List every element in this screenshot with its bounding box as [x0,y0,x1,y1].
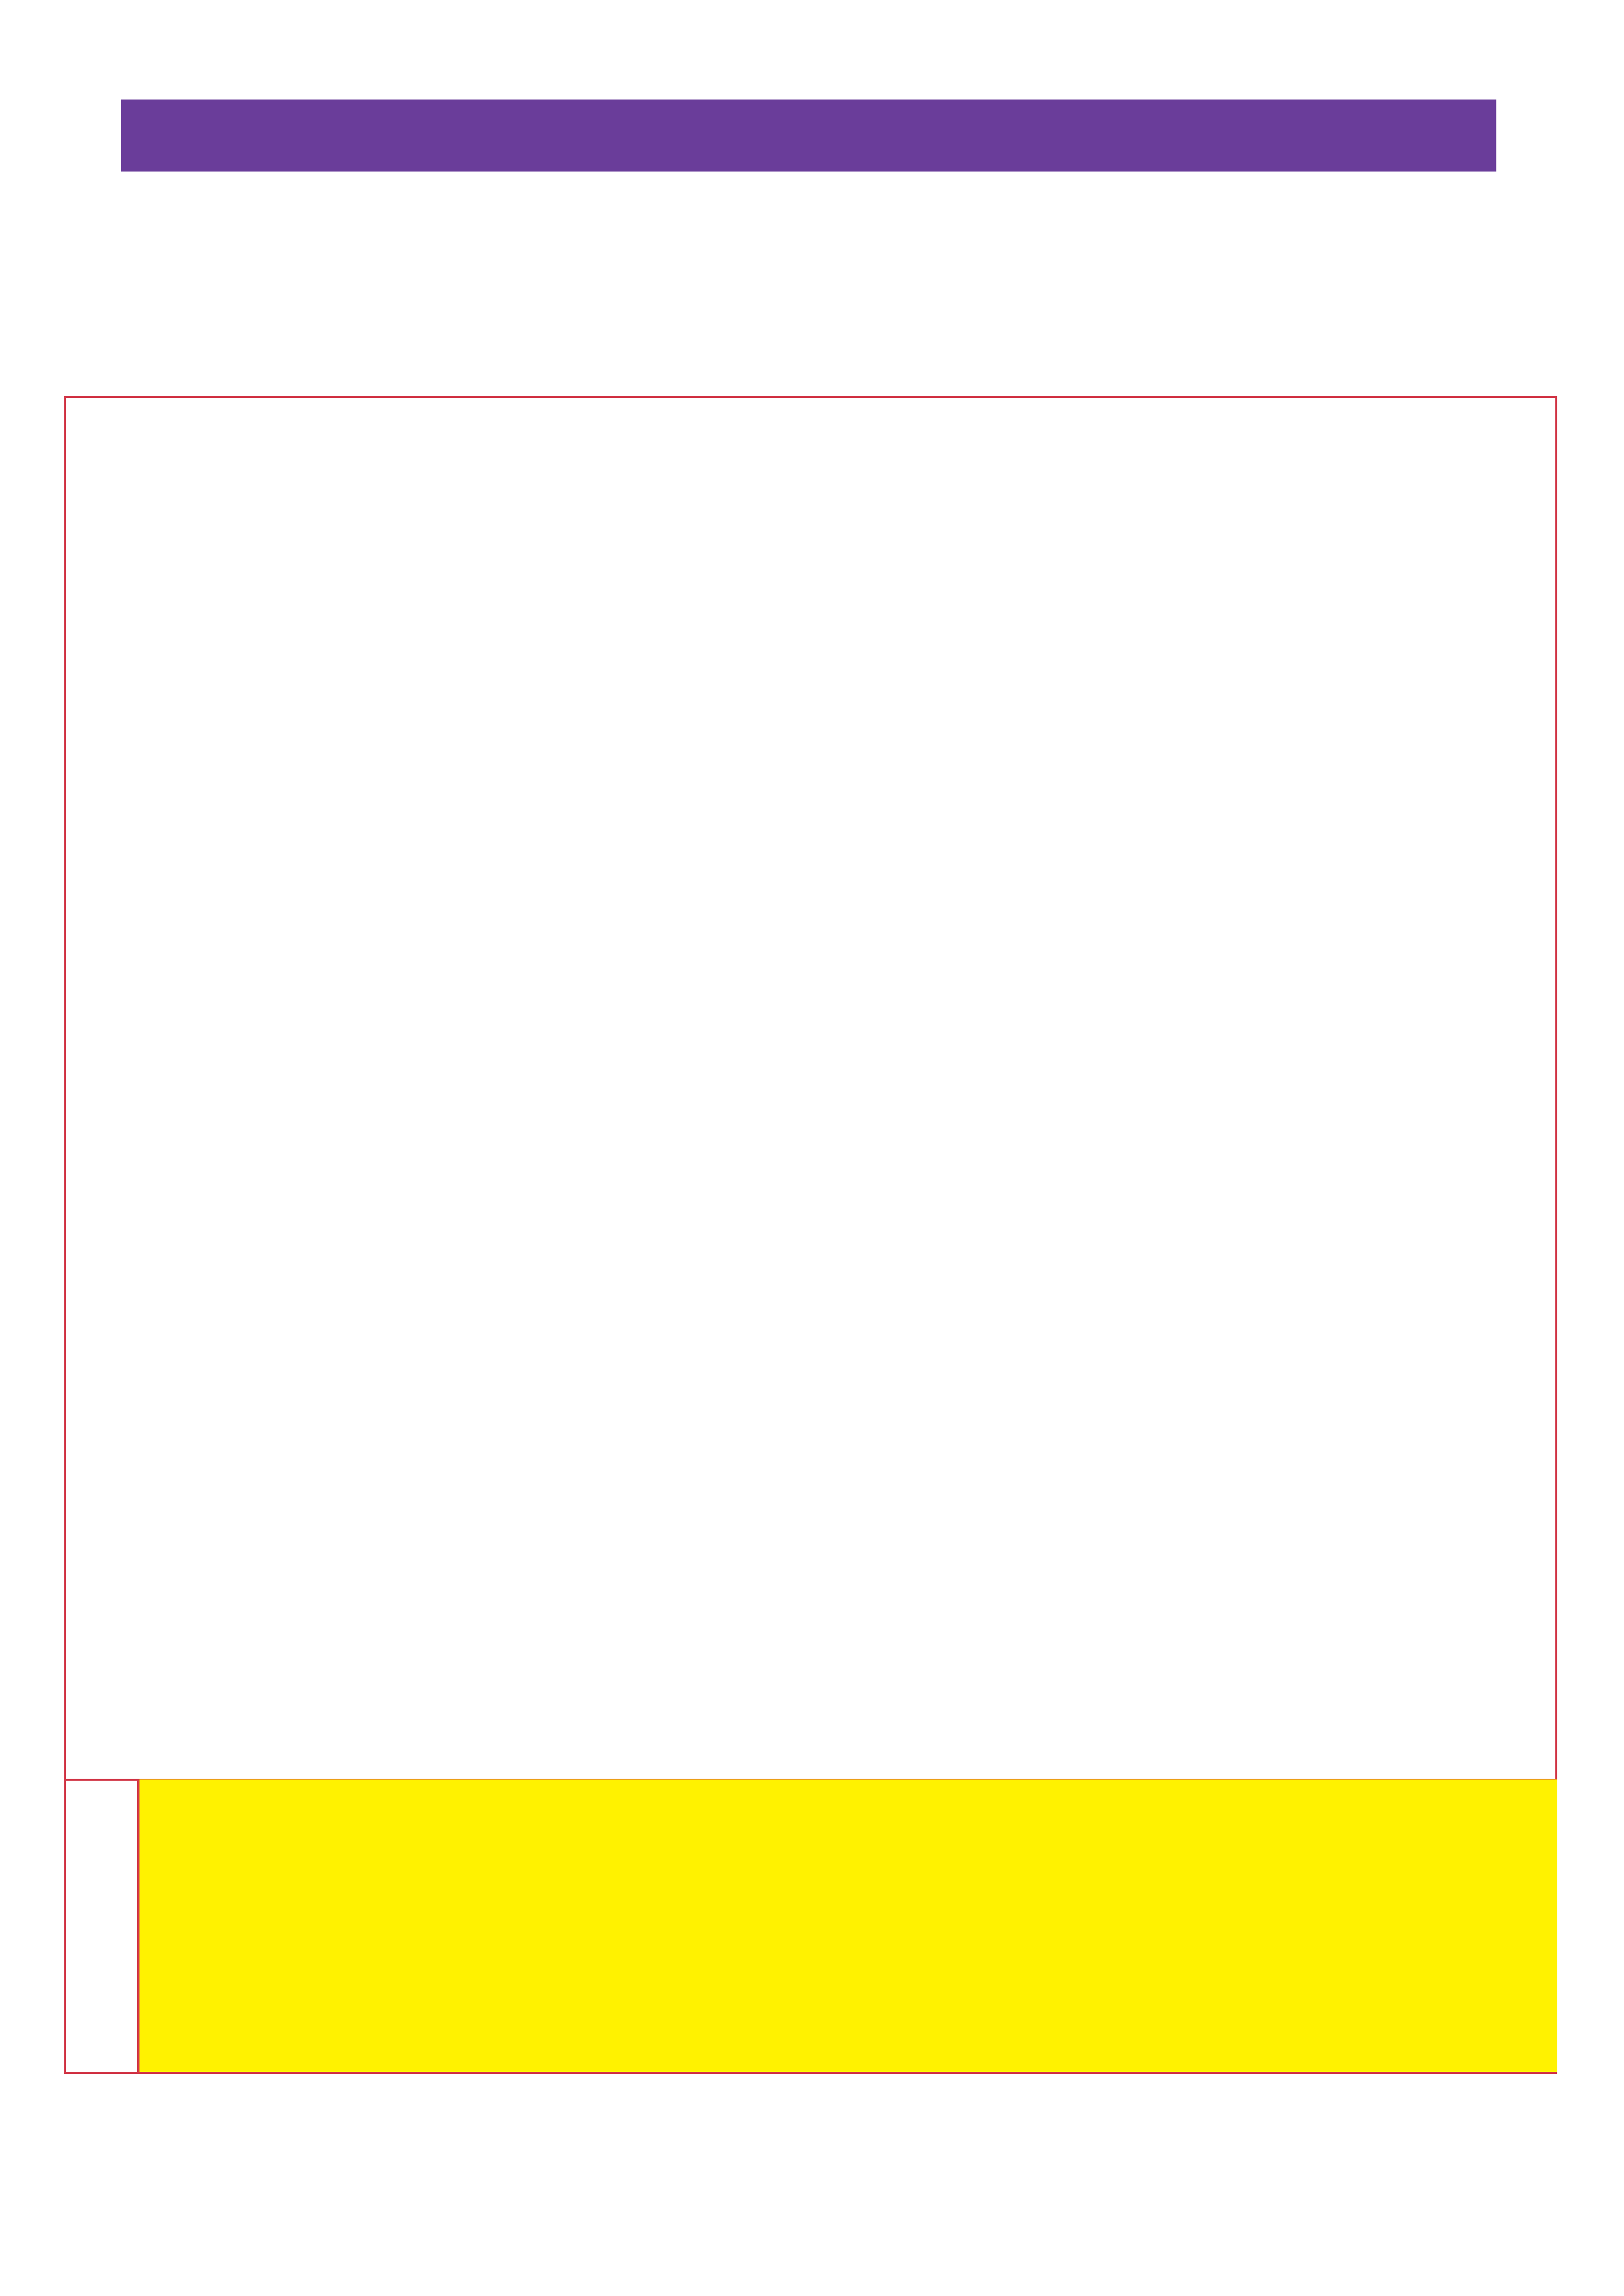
header-banner [121,100,1496,172]
liturgical-table [64,396,1557,1781]
avvisi-section [64,1779,1557,2074]
avvisi-notice [137,1779,1557,2072]
avvisi-label [66,1779,137,2072]
